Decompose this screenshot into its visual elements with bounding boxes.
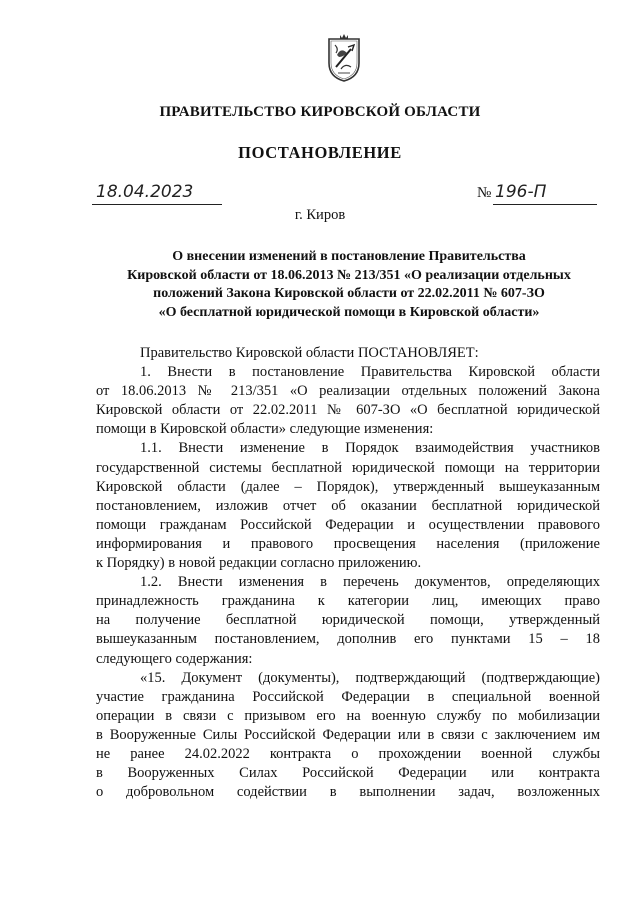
paragraph-1-line: Кировской области от 22.02.2011 № 607-ЗО «О бесплатной юридической bbox=[96, 402, 600, 419]
paragraph-1-1-line: информирования и правового просвещения населения (приложение bbox=[96, 535, 600, 552]
paragraph-1-1-line: постановлением, изложив отчет об оказании бесплатной юридической bbox=[96, 497, 600, 514]
document-number: 196-П bbox=[495, 182, 547, 202]
document-type: ПОСТАНОВЛЕНИЕ bbox=[238, 143, 402, 162]
paragraph-1-2-line: 1.2. Внести изменения в перечень документов, определяющих bbox=[140, 574, 600, 591]
intro-paragraph: Правительство Кировской области ПОСТАНОВЛЯЕТ: bbox=[140, 345, 479, 361]
paragraph-1-2-line: следующего содержания: bbox=[96, 650, 253, 667]
title-line: Кировской области от 18.06.2013 № 213/351 «О реализации отдельных bbox=[127, 267, 571, 283]
date-underline bbox=[92, 204, 222, 205]
paragraph-15-line: «15. Документ (документы), подтверждающий (подтверждающие) bbox=[140, 669, 600, 686]
paragraph-1-line: помощи в Кировской области» следующие изменения: bbox=[96, 421, 434, 438]
paragraph-1-line: от 18.06.2013 № 213/351 «О реализации отдельных положений Закона bbox=[96, 383, 600, 400]
number-sign: № bbox=[477, 185, 492, 201]
government-name: ПРАВИТЕЛЬСТВО КИРОВСКОЙ ОБЛАСТИ bbox=[159, 104, 481, 120]
document-title bbox=[96, 248, 602, 322]
paragraph-15-line: не ранее 24.02.2022 контракта о прохождении военной службы bbox=[96, 745, 600, 762]
paragraph-1-1-line: помощи гражданам Российской Федерации и осуществлении правового bbox=[96, 516, 600, 533]
paragraph-1-1-line: государственной системы бесплатной юридической помощи на территории bbox=[96, 459, 600, 476]
paragraph-15-line: о добровольном содействии в выполнении задач, возложенных bbox=[96, 784, 600, 801]
paragraph-15-line: участие гражданина Российской Федерации в специальной военной bbox=[96, 688, 600, 705]
paragraph-15-line: операции в связи с призывом его на военную службу по мобилизации bbox=[96, 707, 600, 724]
paragraph-1-2-line: на получение бесплатной юридической помощи, утвержденный bbox=[96, 612, 600, 629]
paragraph-15-line: в Вооруженных Силах Российской Федерации или контракта bbox=[96, 765, 600, 782]
paragraph-1-2-line: вышеуказанным постановлением, дополнив его пунктами 15 – 18 bbox=[96, 631, 600, 648]
title-line: О внесении изменений в постановление Правительства bbox=[172, 249, 526, 264]
number-underline bbox=[493, 204, 597, 205]
document-date: 18.04.2023 bbox=[96, 182, 194, 202]
document-body bbox=[96, 344, 600, 802]
title-line: положений Закона Кировской области от 22.02.2011 № 607-ЗО bbox=[153, 286, 545, 301]
paragraph-15-line: в Вооруженные Силы Российской Федерации или в связи с заключением им bbox=[96, 726, 600, 743]
coat-of-arms-icon bbox=[327, 33, 361, 83]
paragraph-1-1-line: к Порядку) в новой редакции согласно приложению. bbox=[96, 555, 422, 572]
city: г. Киров bbox=[294, 207, 346, 223]
paragraph-1-line: 1. Внести в постановление Правительства Кировской области bbox=[140, 364, 600, 381]
paragraph-1-1-line: Кировской области (далее – Порядок), утвержденный вышеуказанным bbox=[96, 478, 600, 495]
paragraph-1-1-line: 1.1. Внести изменение в Порядок взаимодействия участников bbox=[140, 440, 600, 457]
title-line: «О бесплатной юридической помощи в Кировской области» bbox=[158, 304, 540, 320]
paragraph-1-2-line: принадлежность гражданина к категории лиц, имеющих право bbox=[96, 593, 600, 610]
